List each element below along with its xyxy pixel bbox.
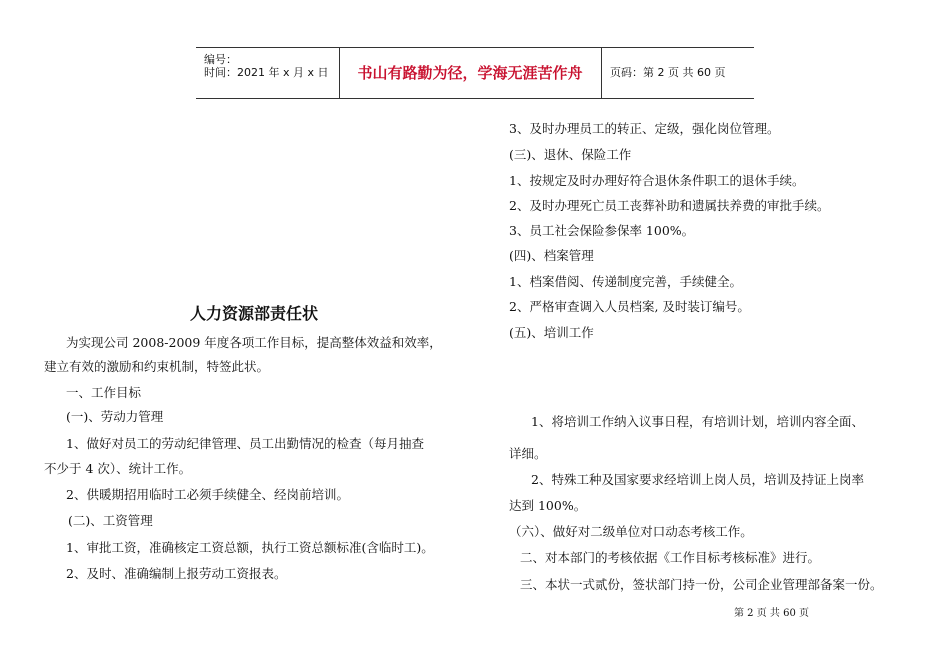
subsection-assessment: （六）、做好对二级单位对口动态考核工作。: [509, 524, 753, 539]
header-meta-cell: [196, 48, 340, 98]
labor-item-2: 2、供暖期招用临时工必须手续健全、经岗前培训。: [66, 487, 349, 502]
time-label: 时间：2021 年 x 月 x 日: [204, 66, 329, 79]
training-item-2a: 2、特殊工种及国家要求经培训上岗人员，培训及持证上岗率: [531, 472, 864, 487]
section-assessment-basis: 二、对本部门的考核依据《工作目标考核标准》进行。: [520, 550, 821, 565]
page-footer: 第 2 页 共 60 页: [734, 608, 809, 619]
training-item-1b: 详细。: [509, 446, 547, 461]
document-title: 人力资源部责任状: [190, 304, 319, 323]
labor-item-1a: 1、做好对员工的劳动纪律管理、员工出勤情况的检查（每月抽查: [66, 436, 424, 451]
wage-item-2: 2、及时、准确编制上报劳动工资报表。: [66, 566, 287, 581]
labor-item-1b: 不少于 4 次）、统计工作。: [44, 461, 192, 476]
retirement-item-1: 1、按规定及时办理好符合退休条件职工的退休手续。: [509, 173, 805, 188]
header-motto: 书山有路勤为径，学海无涯苦作舟: [339, 48, 602, 98]
wage-item-1: 1、审批工资，准确核定工资总额，执行工资总额标准(含临时工)。: [66, 540, 434, 555]
subsection-labor: (一)、劳动力管理: [66, 409, 164, 424]
number-label: 编号：: [204, 53, 237, 66]
subsection-retirement: (三)、退休、保险工作: [509, 147, 632, 162]
training-item-2b: 达到 100%。: [509, 498, 587, 513]
retirement-item-3: 3、员工社会保险参保率 100%。: [509, 223, 695, 238]
archives-item-1: 1、档案借阅、传递制度完善，手续健全。: [509, 274, 742, 289]
subsection-wages: (二)、工资管理: [68, 513, 153, 528]
retirement-item-2: 2、及时办理死亡员工丧葬补助和遗属扶养费的审批手续。: [509, 198, 830, 213]
archives-item-2: 2、严格审查调入人员档案, 及时装订编号。: [509, 299, 750, 314]
intro-line-2: 建立有效的激励和约束机制，特签此状。: [44, 359, 270, 374]
intro-line-1: 为实现公司 2008-2009 年度各项工作目标，提高整体效益和效率，: [66, 335, 442, 350]
page-header: [196, 47, 754, 99]
header-page-info: 页码：第 2 页 共 60 页: [610, 66, 726, 79]
section-copies: 三、本状一式贰份，签状部门持一份，公司企业管理部备案一份。: [520, 577, 883, 592]
section-goals: 一、工作目标: [66, 385, 142, 400]
right-item-1: 3、及时办理员工的转正、定级，强化岗位管理。: [509, 121, 780, 136]
training-item-1a: 1、将培训工作纳入议事日程，有培训计划，培训内容全面、: [531, 414, 864, 429]
subsection-training: (五)、培训工作: [509, 325, 594, 340]
subsection-archives: (四)、档案管理: [509, 248, 594, 263]
